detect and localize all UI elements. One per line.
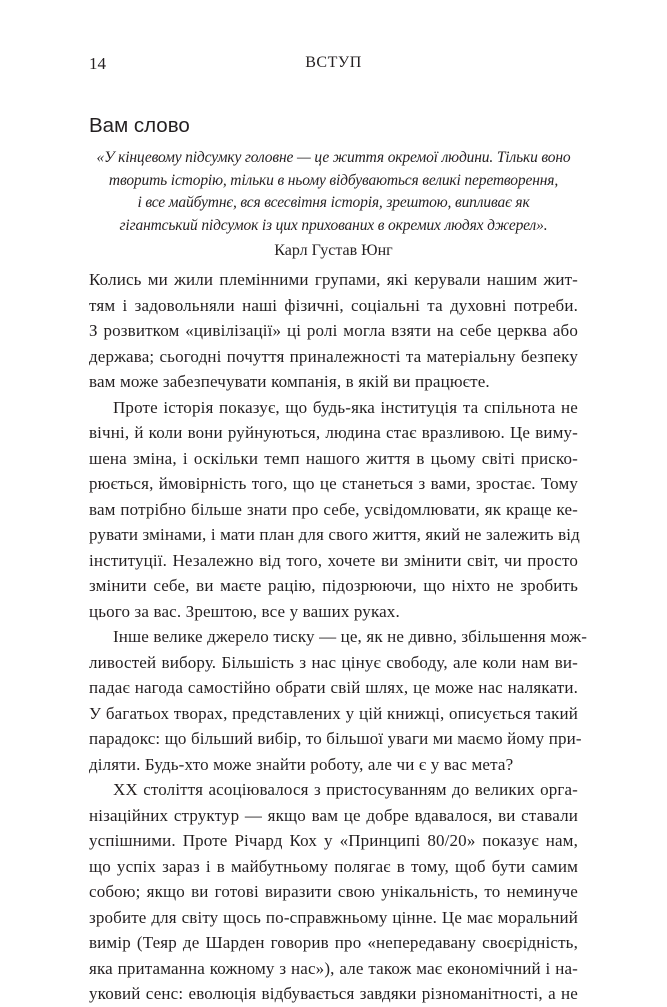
paragraph-line: вам потрібно більше знати про себе, усвідомлювати, як краще ке- (89, 499, 578, 519)
paragraph-line: змінити себе, ви маєте рацію, підозрюючи, що ніхто не зробить (89, 576, 578, 595)
paragraph-line: падає нагода самостійно обрати свій шлях, це може нас налякати. (89, 678, 578, 697)
paragraph-line: З розвитком «цивілізації» ці ролі могла взяти на себе церква або (89, 321, 578, 340)
section-title: Вам слово (89, 114, 190, 137)
paragraph-line: Колись ми жили племінними групами, які керували нашим жит- (89, 270, 578, 289)
paragraph-line: зробите для світу щось по-справжньому цінне. Це має моральний (89, 907, 578, 927)
paragraph-line: держава; сьогодні почуття приналежності та матеріальну безпеку (89, 346, 578, 366)
paragraph (89, 267, 578, 395)
paragraph-line: що успіх зараз і в майбутньому полягає в тому, щоб бути самим (89, 856, 578, 876)
running-title: ВСТУП (305, 54, 362, 71)
epigraph-author: Карл Густав Юнг (274, 242, 393, 259)
paragraph-line: вимір (Теяр де Шарден говорив про «непередавану своєрідність, (89, 933, 578, 952)
page-header (89, 54, 578, 76)
paragraph-line: парадокс: що більший вибір, то більшої уваги ми маємо йому при- (89, 729, 582, 748)
paragraph-line: уковий сенс: еволюція відбувається завдяки різноманітності, а не (89, 984, 578, 1003)
page-number: 14 (89, 54, 106, 73)
paragraph-line: рюється, ймовірність того, що це станеться з вами, зростає. Тому (89, 474, 578, 493)
paragraph-line: успішними. Проте Річард Кох у «Принципі 80/20» показує нам, (89, 831, 578, 850)
paragraph-line: XX століття асоціювалося з пристосуванням до великих орга- (113, 780, 578, 799)
epigraph (89, 147, 578, 263)
paragraph-line: рувати змінами, і мати план для свого життя, який не залежить від (89, 525, 580, 544)
paragraph-line: діляти. Будь-хто може знайти роботу, але чи є у вас мета? (89, 754, 514, 774)
paragraph-line: яка притаманна кожному з нас»), але також має економічний і на- (89, 958, 578, 978)
epigraph-line: творить історію, тільки в ньому відбуваються великі перетворення, (108, 171, 559, 189)
paragraph-line: У багатьох творах, представлених у цій книжці, описується такий (89, 703, 578, 723)
page-content (89, 114, 588, 1007)
paragraph-line: нізаційних структур — якщо вам це добре вдавалося, ви ставали (89, 805, 578, 825)
paragraph-line: вічні, й коли вони руйнуються, людина стає вразливою. Це виму- (89, 423, 578, 442)
epigraph-quote (89, 147, 578, 237)
paragraph-line: шена зміна, і оскільки темп нашого життя в цьому світі приско- (89, 448, 578, 468)
paragraph-line: цього за вас. Зрештою, все у ваших руках. (89, 601, 400, 621)
paragraph-line: інституції. Незалежно від того, хочете ви змінити світ, чи просто (89, 550, 578, 570)
paragraph (89, 395, 578, 625)
paragraph-line: Проте історія показує, що будь-яка інституція та спільнота не (113, 397, 578, 417)
epigraph-line: «У кінцевому підсумку головне — це життя окремої людини. Тільки воно (96, 149, 571, 166)
paragraph (89, 777, 578, 1007)
paragraph (89, 624, 588, 777)
epigraph-line: і все майбутнє, вся всесвітня історія, зрештою, випливає як (137, 194, 530, 211)
body-text (89, 267, 588, 1007)
epigraph-line: гігантський підсумок із цих прихованих в окремих людях джерел». (119, 216, 548, 234)
paragraph-line: собою; якщо ви готові виразити свою унікальність, то неминуче (89, 882, 578, 901)
paragraph-line: Інше велике джерело тиску — це, як не дивно, збільшення мож- (113, 627, 588, 646)
paragraph-line: тям і задовольняли наші фізичні, соціальні та духовні потреби. (89, 295, 578, 315)
paragraph-line: вам може забезпечувати компанія, в якій ви працюєте. (89, 372, 490, 391)
paragraph-line: ливостей вибору. Більшість з нас цінує свободу, але коли нам ви- (89, 652, 578, 672)
